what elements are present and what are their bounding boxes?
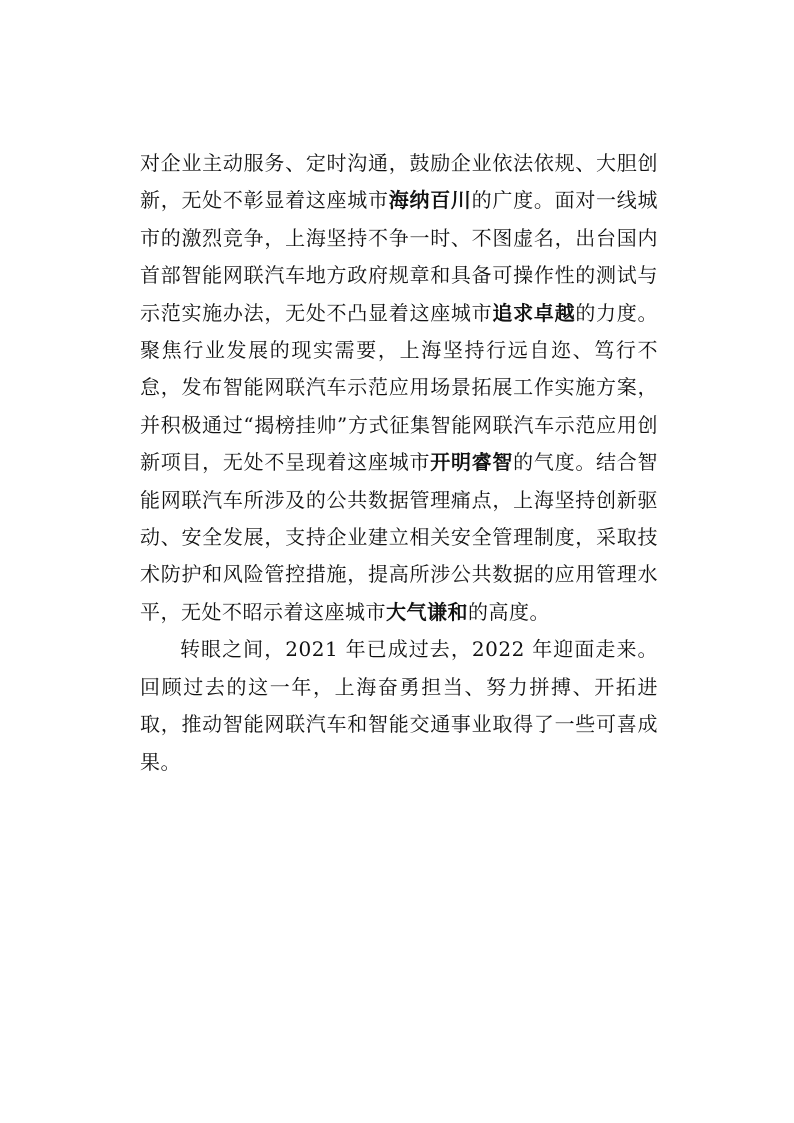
paragraph-1-text-1: 对企业主动服务、定时沟通，鼓励企业依法依规、大胆创新，无处不彰显着这座城市 — [140, 151, 658, 213]
paragraph-2-text: 转眼之间，2021 年已成过去，2022 年迎面走来。回顾过去的这一年，上海奋勇担当、努力拼搏、开拓进取，推动智能网联汽车和智能交通事业取得了一些可喜成果。 — [140, 637, 658, 774]
emphasis-haina-baichuan: 海纳百川 — [388, 188, 472, 213]
document-body — [140, 145, 658, 781]
paragraph-1-text-3: 的力度。聚焦行业发展的现实需要，上海坚持行远自迩、笃行不怠，发布智能网联汽车示范应用场景拓展工作实施方案，并积极通过“揭榜挂帅”方式征集智能网联汽车示范应用创新项目，无处不呈现着这座城市 — [140, 300, 659, 475]
paragraph-1-text-4: 的气度。结合智能网联汽车所涉及的公共数据管理痛点，上海坚持创新驱动、安全发展，支持企业建立相关安全管理制度，采取技术防护和风险管控措施，提高所涉公共数据的应用管理水平，无处不昭示着这座城市 — [140, 450, 659, 624]
emphasis-zhuiqiu-zhuoyue: 追求卓越 — [492, 300, 576, 325]
emphasis-daqi-qianhe: 大气谦和 — [386, 599, 468, 624]
paragraph-1 — [140, 145, 658, 631]
paragraph-1-text-5: 的高度。 — [468, 599, 550, 624]
paragraph-1-text-2: 的广度。面对一线城市的激烈竞争，上海坚持不争一时、不图虚名，出台国内首部智能网联汽车地方政府规章和具备可操作性的测试与示范实施办法，无处不凸显着这座城市 — [140, 188, 659, 325]
emphasis-kaiming-ruizhi: 开明睿智 — [430, 450, 514, 475]
paragraph-2 — [140, 631, 658, 781]
